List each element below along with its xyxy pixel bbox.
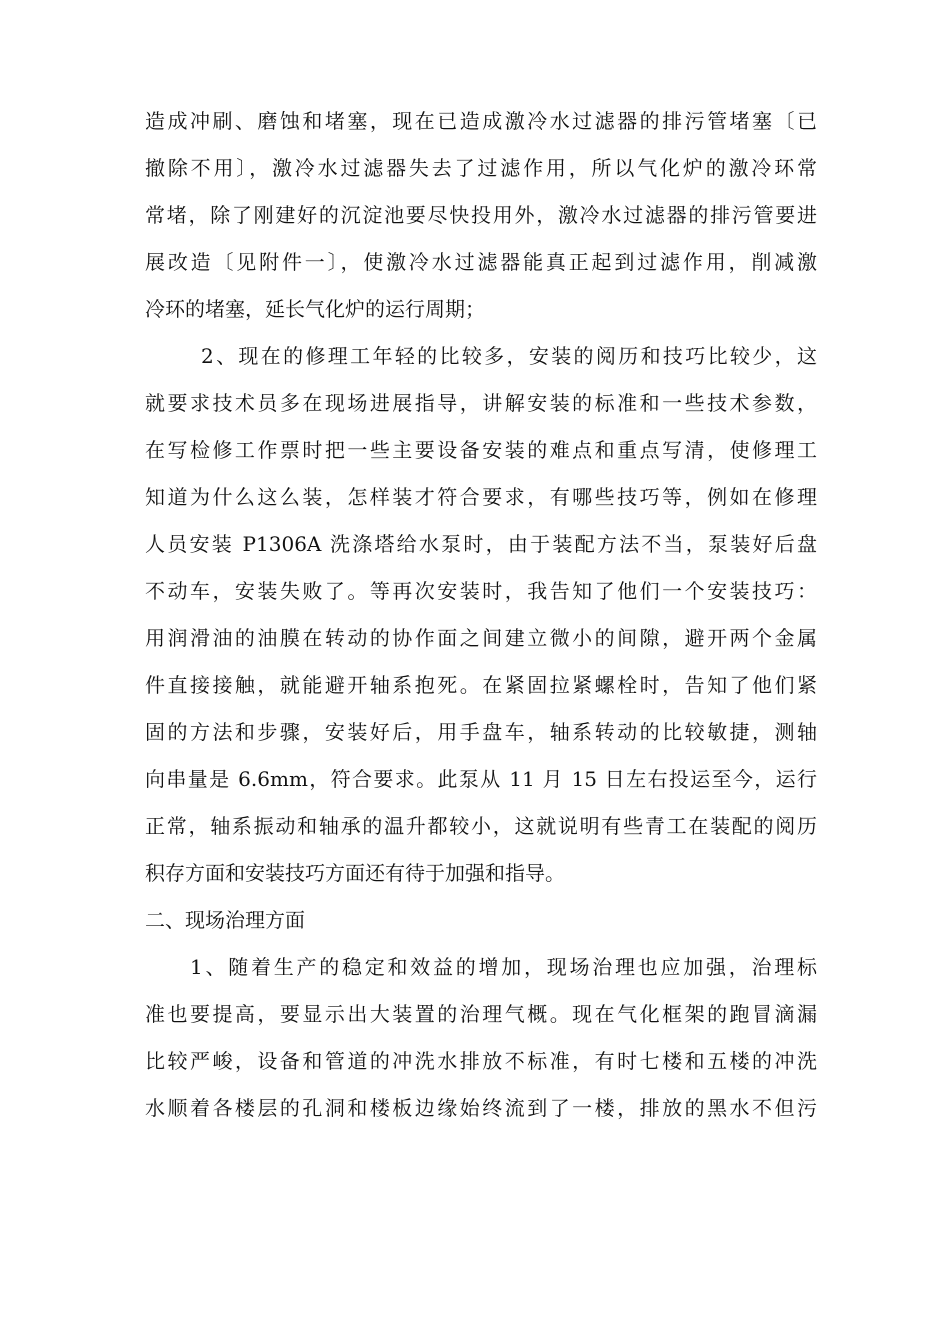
text-line: 固的方法和步骤，安装好后，用手盘车，轴系转动的比较敏捷，测轴 xyxy=(145,720,817,744)
text-line: 撤除不用〕，激冷水过滤器失去了过滤作用，所以气化炉的激冷环常 xyxy=(145,156,817,180)
text-line: 展改造〔见附件一〕，使激冷水过滤器能真正起到过滤作用，削减激 xyxy=(145,250,817,274)
text-line: 冷环的堵塞，延长气化炉的运行周期； xyxy=(145,297,485,321)
text-line: 比较严峻，设备和管道的冲洗水排放不标准，有时七楼和五楼的冲洗 xyxy=(145,1049,817,1073)
text-line: 用润滑油的油膜在转动的协作面之间建立微小的间隙，避开两个金属 xyxy=(145,626,817,650)
text-line: 件直接接触，就能避开轴系抱死。在紧固拉紧螺栓时，告知了他们紧 xyxy=(145,673,817,697)
text-line: 不动车，安装失败了。等再次安装时，我告知了他们一个安装技巧： xyxy=(145,579,817,603)
text-line: 水顺着各楼层的孔洞和楼板边缘始终流到了一楼，排放的黑水不但污 xyxy=(145,1096,817,1120)
text-line: 在写检修工作票时把一些主要设备安装的难点和重点写清，使修理工 xyxy=(145,438,817,462)
paragraph-start-line: 1、随着生产的稳定和效益的增加，现场治理也应加强，治理标 xyxy=(190,955,817,979)
text-line: 造成冲刷、磨蚀和堵塞，现在已造成激冷水过滤器的排污管堵塞〔已 xyxy=(145,109,817,133)
section-heading: 二、现场治理方面 xyxy=(145,908,305,932)
text-line: 常堵，除了刚建好的沉淀池要尽快投用外，激冷水过滤器的排污管要进 xyxy=(145,203,817,227)
text-line: 就要求技术员多在现场进展指导，讲解安装的标准和一些技术参数， xyxy=(145,391,817,415)
text-line: 积存方面和安装技巧方面还有待于加强和指导。 xyxy=(145,861,565,885)
paragraph-start-line: 2、现在的修理工年轻的比较多，安装的阅历和技巧比较少，这 xyxy=(201,344,817,368)
document-body xyxy=(145,98,817,1132)
text-line: 人员安装 P1306A 洗涤塔给水泵时，由于装配方法不当，泵装好后盘 xyxy=(145,532,817,556)
text-line: 准也要提高，要显示出大装置的治理气概。现在气化框架的跑冒滴漏 xyxy=(145,1002,817,1026)
text-line: 向串量是 6.6mm，符合要求。此泵从 11 月 15 日左右投运至今，运行 xyxy=(145,767,817,791)
text-line: 知道为什么这么装，怎样装才符合要求，有哪些技巧等，例如在修理 xyxy=(145,485,817,509)
text-line: 正常，轴系振动和轴承的温升都较小，这就说明有些青工在装配的阅历 xyxy=(145,814,817,838)
